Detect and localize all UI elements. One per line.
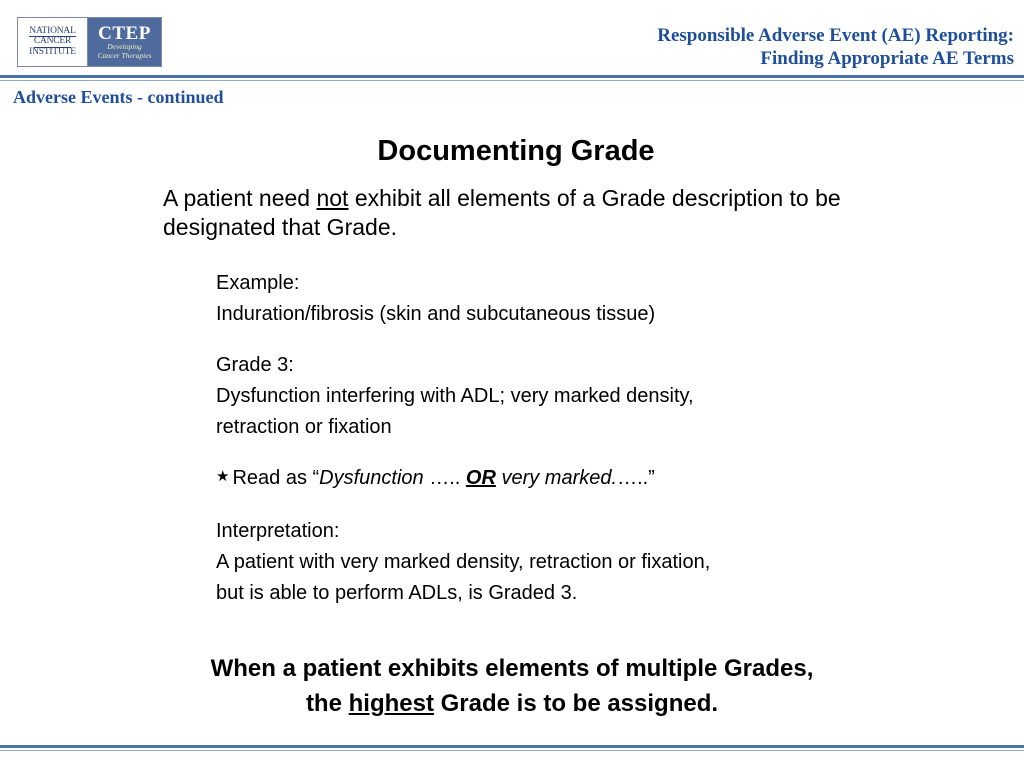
ctep-logo-word: CTEP bbox=[98, 23, 151, 44]
example-block bbox=[216, 268, 936, 330]
example-label: Example: bbox=[216, 272, 300, 294]
ctep-logo-tagline: Developing bbox=[107, 42, 142, 51]
header-divider-thin bbox=[0, 80, 1024, 81]
read-as-ellipsis: …..” bbox=[617, 467, 655, 489]
grade-description: retraction or fixation bbox=[216, 416, 392, 438]
footer-divider-thin bbox=[0, 750, 1024, 751]
ctep-logo-tagline: Cancer Therapies bbox=[97, 50, 152, 60]
read-as-term: very marked. bbox=[495, 467, 618, 489]
conclusion-text: the bbox=[305, 690, 349, 717]
conclusion-emphasis: highest bbox=[348, 690, 434, 717]
header-title bbox=[454, 24, 1014, 70]
nci-logo bbox=[18, 18, 88, 66]
read-as-term: Dysfunction bbox=[319, 467, 424, 489]
intro-emphasis: not bbox=[316, 185, 349, 211]
read-as-or: OR bbox=[465, 467, 496, 489]
grade-label: Grade 3: bbox=[216, 354, 294, 376]
interpretation-label: Interpretation: bbox=[216, 520, 340, 542]
conclusion bbox=[0, 651, 1024, 721]
section-label: Adverse Events - continued bbox=[13, 87, 224, 107]
slide-title: Documenting Grade bbox=[377, 135, 655, 167]
nci-logo-word: INSTITUTE bbox=[29, 46, 76, 57]
interpretation-block bbox=[216, 516, 936, 609]
star-icon: ★ bbox=[216, 468, 230, 485]
logo bbox=[17, 17, 162, 67]
read-as-block bbox=[216, 463, 936, 495]
conclusion-text: Grade is to be assigned. bbox=[433, 690, 719, 717]
grade-block bbox=[216, 350, 936, 443]
example-text: Induration/fibrosis (skin and subcutaneous tissue) bbox=[216, 303, 656, 325]
header-divider bbox=[0, 75, 1024, 78]
interpretation-text: but is able to perform ADLs, is Graded 3. bbox=[216, 582, 578, 604]
intro-text: exhibit all elements of a Grade description to be designated that Grade. bbox=[163, 185, 841, 240]
conclusion-line: When a patient exhibits elements of multiple Grades, bbox=[210, 655, 814, 682]
header-title-line: Responsible Adverse Event (AE) Reporting: bbox=[657, 25, 1014, 46]
intro-text: A patient need bbox=[163, 185, 317, 211]
nci-logo-word: CANCER bbox=[33, 36, 72, 47]
interpretation-text: A patient with very marked density, retraction or fixation, bbox=[216, 551, 711, 573]
ctep-logo bbox=[88, 18, 161, 66]
conclusion-line bbox=[0, 686, 1024, 721]
header-title-line: Finding Appropriate AE Terms bbox=[760, 48, 1014, 69]
footer-divider bbox=[0, 745, 1024, 748]
nci-logo-word: NATIONAL bbox=[29, 25, 76, 36]
grade-description: Dysfunction interfering with ADL; very marked density, bbox=[216, 385, 694, 407]
read-as-prefix: Read as “ bbox=[232, 467, 320, 489]
read-as-ellipsis: ….. bbox=[423, 467, 466, 489]
intro-paragraph bbox=[163, 184, 863, 242]
